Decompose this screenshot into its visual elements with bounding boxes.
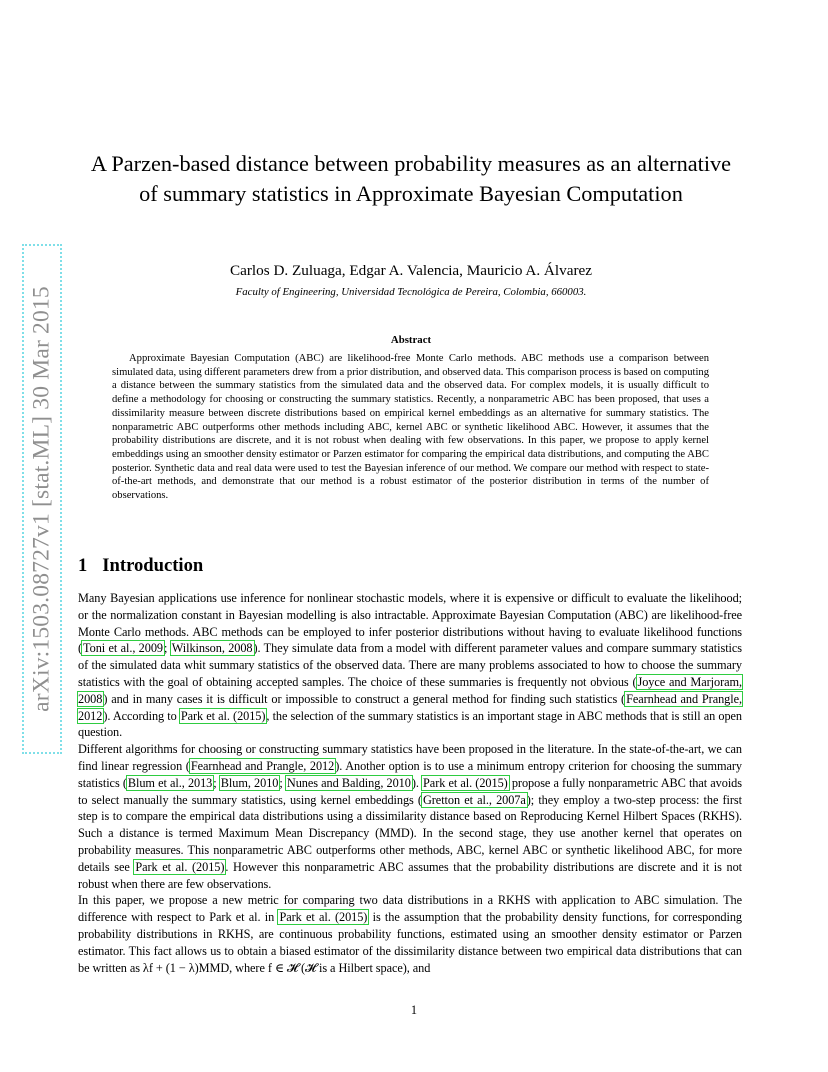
paper-title: A Parzen-based distance between probability measures as an alternative of summary statistics in Approximate Bayesian Computation	[90, 151, 732, 206]
text-run: ).	[411, 775, 423, 790]
citation-link[interactable]: Park et al. (2015)	[279, 910, 368, 925]
paragraph-3	[78, 892, 742, 976]
introduction-body	[78, 590, 742, 976]
citation-link[interactable]: Fearnhead and Prangle, 2012	[190, 758, 335, 773]
text-run: ) and in many cases it is difficult or impossible to construct a general method for finding such statistics (	[103, 691, 626, 706]
abstract-body: Approximate Bayesian Computation (ABC) are likelihood-free Monte Carlo methods. ABC methods use a comparison between simulated data, using different parameters drew from a prior distribution, and observed data. This comparison process is based on computing a distance between the summary statistics from the simulated data and the observed data. For complex models, it is usually difficult to define a methodology for choosing or constructing the summary statistics. Recently, a nonparametric ABC has been proposed, that uses a dissimilarity measure between discrete distributions based on empirical kernel embeddings as an alternative for summary statistics. The nonparametric ABC outperforms other methods including ABC, kernel ABC or synthetic likelihood ABC. However, it assumes that the probability distributions are discrete, and it is not robust when dealing with few observations. In this paper, we propose to apply kernel embeddings using an smoother density estimator or Parzen estimator for comparing the empirical data distributions, and computing the ABC posterior. Synthetic data and real data were used to test the Bayesian inference of our method. We compare our method with respect to state-of-the-art methods, and demonstrate that our method is a robust estimator of the posterior distribution in terms of the number of observations.	[112, 353, 709, 502]
text-run: ;	[164, 641, 171, 656]
paragraph-2	[78, 741, 742, 892]
text-run: ). According to	[103, 708, 180, 723]
text-run: Many Bayesian applications use inference for nonlinear stochastic models, where it is expensive or difficult to evaluate the likelihood; or the normalization constant in Bayesian modelling is also intractable. Approximate Bayesian Computation (ABC) are likelihood-free Monte Carlo methods. ABC methods can be employed to infer posterior distributions without having to evaluate likelihood functions (	[78, 591, 742, 656]
citation-link[interactable]: Park et al. (2015)	[135, 859, 225, 874]
section-heading-introduction	[78, 555, 203, 577]
arxiv-identifier-text[interactable]: arXiv:1503.08727v1 [stat.ML] 30 Mar 2015	[28, 286, 55, 712]
text-run: ;	[213, 775, 220, 790]
citation-link[interactable]: Fearnhead and Prangle, 2012	[78, 691, 742, 723]
text-run: ); they employ a two-step process: the first step is to compare the empirical data distributions using a dissimilarity distance based on Reproducing Kernel Hilbert Spaces (RKHS). Such a distance is termed Maximum Mean Discrepancy (MMD). In the second stage, they use another kernel that operates on probability measures. This nonparametric ABC outperforms other methods, ABC, kernel ABC or synthetic likelihood ABC, for more details see	[78, 792, 742, 874]
text-run: is the assumption that the probability density functions, for corresponding probability distributions in RKHS, are continuous probability functions, estimated using an smoother density estimator or Parzen estimator. This fact allows us to obtain a biased estimator of the dissimilarity distance between two empirical data distributions that can be written as λf + (1 − λ)MMD, where f ∈ 𝓗 (𝓗 is a Hilbert space), and	[78, 910, 743, 975]
author-affiliation: Faculty of Engineering, Universidad Tecnológica de Pereira, Colombia, 660003.	[235, 286, 587, 298]
citation-link[interactable]: Gretton et al., 2007a	[422, 792, 526, 807]
section-number: 1	[78, 555, 88, 576]
text-run: ). They simulate data from a model with different parameter values and compare summary statistics of the simulated data whit summary statistics of the observed data. There are many problems associated to how to choose the summary statistics with the goal of obtaining accepted samples. The choice of these summaries is frequently not obvious (	[78, 641, 742, 689]
citation-link[interactable]: Joyce and Marjoram, 2008	[78, 674, 742, 706]
abstract-heading: Abstract	[390, 334, 432, 346]
text-run: Different algorithms for choosing or constructing summary statistics have been proposed in the literature. In the state-of-the-art, we can find linear regression (	[78, 742, 742, 773]
citation-link[interactable]: Blum et al., 2013	[127, 775, 213, 790]
page-number: 1	[410, 1003, 418, 1017]
citation-link[interactable]: Wilkinson, 2008	[171, 641, 253, 656]
arxiv-identifier-stamp[interactable]	[22, 244, 62, 754]
citation-link[interactable]: Park et al. (2015)	[423, 775, 508, 790]
text-run: ). Another option is to use a minimum entropy criterion for choosing the summary statistics (	[78, 758, 742, 790]
text-run: . However this nonparametric ABC assumes that the probability distributions are discrete and it is not robust when there are few observations.	[78, 859, 742, 891]
paragraph-1	[78, 590, 742, 741]
paper-authors: Carlos D. Zuluaga, Edgar A. Valencia, Mauricio A. Álvarez	[230, 262, 592, 279]
text-run: In this paper, we propose a new metric for comparing two data distributions in a RKHS with application to ABC simulation. The difference with respect to Park et al. in	[78, 893, 742, 925]
text-run: propose a fully nonparametric ABC that avoids to select manually the summary statistics, using kernel embeddings (	[78, 775, 742, 807]
text-run: , the selection of the summary statistics is an important stage in ABC methods that is still an open question.	[78, 708, 742, 740]
text-run: ;	[279, 775, 286, 790]
citation-link[interactable]: Toni et al., 2009	[83, 641, 163, 656]
citation-link[interactable]: Park et al. (2015)	[180, 708, 266, 723]
citation-link[interactable]: Blum, 2010	[220, 775, 279, 790]
section-title: Introduction	[102, 555, 204, 576]
citation-link[interactable]: Nunes and Balding, 2010	[286, 775, 411, 790]
